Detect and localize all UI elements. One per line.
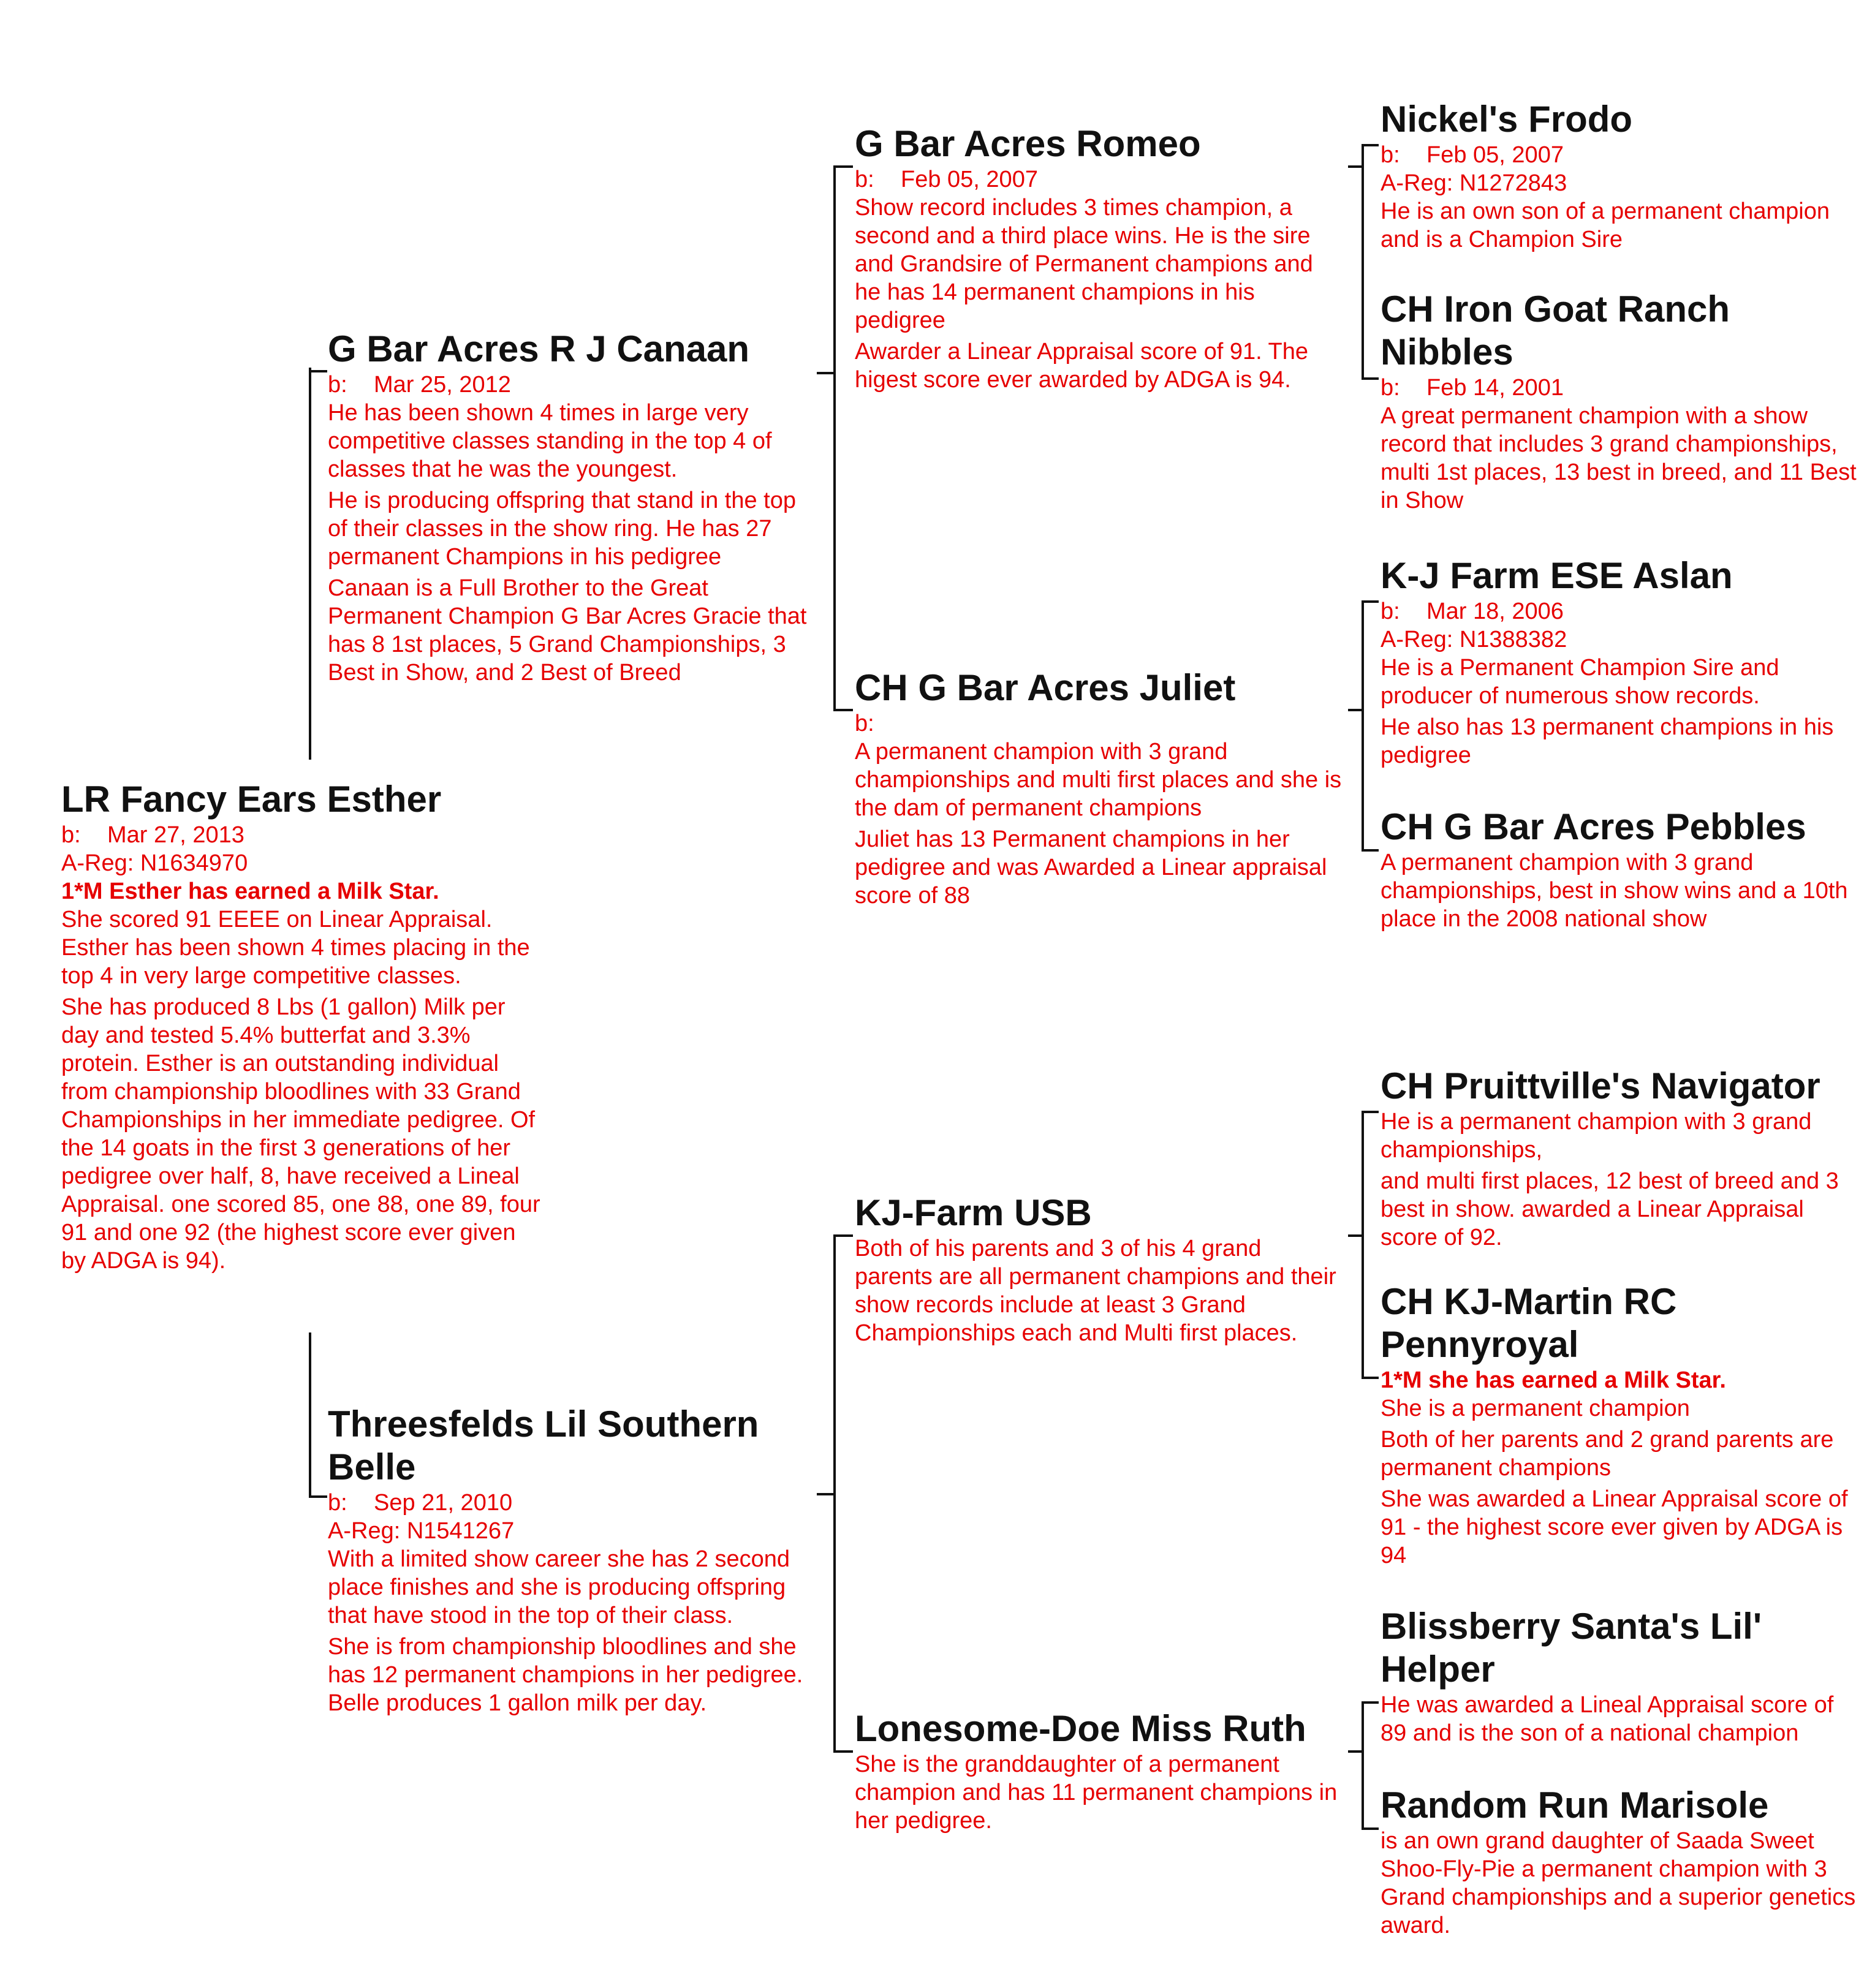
pedigree-node-great-grandparent-3 [1381, 554, 1858, 773]
note-paragraph: She is the granddaughter of a permanent champion and has 11 permanent champions in her pedigree. [855, 1752, 1338, 1834]
pedigree-node-dam-dam [855, 1707, 1345, 1838]
note-paragraph: He is a Permanent Champion Sire and producer of numerous show records. [1381, 655, 1779, 709]
animal-name: CH G Bar Acres Juliet [855, 667, 1236, 708]
animal-name: K-J Farm ESE Aslan [1381, 555, 1733, 596]
connector-line [1362, 600, 1379, 603]
pedigree-node-great-grandparent-5 [1381, 1065, 1858, 1255]
connector-line [1362, 849, 1379, 852]
animal-name: G Bar Acres Romeo [855, 123, 1201, 164]
animal-details [1381, 1108, 1858, 1252]
pedigree-node-great-grandparent-6 [1381, 1280, 1858, 1573]
animal-name: CH Pruittville's Navigator [1381, 1065, 1820, 1106]
note-paragraph: He is a permanent champion with 3 grand championships, [1381, 1109, 1812, 1163]
note-paragraph: Juliet has 13 Permanent champions in her pedigree and was Awarded a Linear appraisal score of 88 [855, 826, 1327, 909]
animal-name: Threesfelds Lil Southern Belle [328, 1404, 759, 1487]
animal-name: CH KJ-Martin RC Pennyroyal [1381, 1281, 1677, 1365]
animal-details [1381, 1691, 1858, 1747]
note-paragraph: A permanent champion with 3 grand championships, best in show wins and a 10th place in the 2008 national show [1381, 850, 1848, 932]
note-paragraph: She was awarded a Linear Appraisal score of 91 - the highest score ever given by ADGA is 94 [1381, 1486, 1848, 1568]
animal-details [1381, 141, 1858, 254]
pedigree-node-dam [328, 1403, 818, 1720]
note-paragraph: With a limited show career she has 2 second place finishes and she is producing offspring that have stood in the top of their class. [328, 1546, 790, 1628]
connector-line [1362, 1111, 1364, 1379]
connector-line [1362, 144, 1364, 380]
note-paragraph: She is from championship bloodlines and she has 12 permanent champions in her pedigree. Belle produces 1 gallon milk per day. [328, 1634, 803, 1716]
note-paragraph: She has produced 8 Lbs (1 gallon) Milk per day and tested 5.4% butterfat and 3.3% protein. Esther is an outstanding individual from championship bloodlines with 33 Grand Championships in her immediate pedigree. Of the 14 goats in the first 3 generations of her pedigree over half, 8, have received a Lineal Appraisal. one scored 85, one 88, one 89, four 91 and one 92 (the highest score ever given by ADGA is 94). [61, 994, 540, 1274]
pedigree-node-great-grandparent-1 [1381, 98, 1858, 257]
connector-line [833, 165, 836, 711]
connector-line [309, 370, 327, 372]
note-paragraph: He also has 13 permanent champions in his pedigree [1381, 714, 1834, 768]
connector-line [309, 1332, 311, 1498]
connector-line [833, 165, 853, 168]
milk-star-note: 1*M Esther has earned a Milk Star. [61, 879, 439, 904]
pedigree-node-sire [328, 328, 818, 690]
animal-details [328, 371, 818, 687]
note-paragraph: Show record includes 3 times champion, a second and a third place wins. He is the sire and Grandsire of Permanent champions and he has 14 permanent champions in his pedigree [855, 195, 1313, 333]
pedigree-node-sire-dam [855, 667, 1345, 913]
birth-date: b: Mar 18, 2006 [1381, 599, 1564, 624]
animal-details [1381, 1366, 1858, 1570]
birth-date: b: Feb 14, 2001 [1381, 375, 1564, 401]
registration-number: A-Reg: N1388382 [1381, 627, 1567, 652]
connector-line [1362, 1377, 1379, 1379]
connector-line [1362, 1111, 1379, 1113]
note-paragraph: He is an own son of a permanent champion and is a Champion Sire [1381, 198, 1830, 252]
pedigree-node-great-grandparent-4 [1381, 806, 1858, 936]
birth-date: b: Mar 25, 2012 [328, 372, 511, 398]
animal-details [855, 165, 1345, 394]
animal-details [1381, 1827, 1858, 1940]
milk-star-note: 1*M she has earned a Milk Star. [1381, 1367, 1726, 1393]
animal-details [1381, 848, 1858, 933]
animal-name: Lonesome-Doe Miss Ruth [855, 1708, 1306, 1749]
animal-name: Nickel's Frodo [1381, 99, 1633, 140]
animal-name: LR Fancy Ears Esther [61, 779, 442, 820]
birth-date: b: Feb 05, 2007 [855, 167, 1038, 192]
note-paragraph: He is producing offspring that stand in the top of their classes in the show ring. He has 27 permanent Champions in his pedigree [328, 488, 797, 570]
connector-line [833, 709, 853, 711]
note-paragraph: A permanent champion with 3 grand championships and multi first places and she is the dam of permanent champions [855, 739, 1342, 821]
pedigree-node-great-grandparent-2 [1381, 288, 1858, 518]
registration-number: A-Reg: N1541267 [328, 1518, 515, 1544]
connector-line [1362, 1701, 1364, 1830]
connector-line [1362, 144, 1379, 146]
animal-name: Random Run Marisole [1381, 1785, 1769, 1826]
registration-number: A-Reg: N1272843 [1381, 170, 1567, 196]
connector-line [833, 1234, 853, 1237]
pedigree-node-subject [61, 778, 545, 1278]
connector-line [1362, 600, 1364, 852]
animal-details [855, 709, 1345, 910]
birth-date: b: Feb 05, 2007 [1381, 142, 1564, 168]
note-paragraph: is an own grand daughter of Saada Sweet Shoo-Fly-Pie a permanent champion with 3 Grand championships and a superior genetics award. [1381, 1828, 1856, 1938]
birth-date: b: [855, 711, 874, 736]
birth-date: b: Sep 21, 2010 [328, 1490, 513, 1516]
connector-line [1362, 377, 1379, 380]
connector-line [1362, 1701, 1379, 1704]
note-paragraph: and multi first places, 12 best of breed and 3 best in show. awarded a Linear Appraisal score of 92. [1381, 1168, 1839, 1250]
registration-number: A-Reg: N1634970 [61, 850, 248, 876]
animal-name: CH Iron Goat Ranch Nibbles [1381, 289, 1730, 372]
pedigree-node-dam-sire [855, 1192, 1345, 1350]
animal-name: CH G Bar Acres Pebbles [1381, 806, 1806, 847]
note-paragraph: Awarder a Linear Appraisal score of 91. The higest score ever awarded by ADGA is 94. [855, 339, 1309, 393]
connector-line [309, 368, 311, 760]
pedigree-node-great-grandparent-7 [1381, 1605, 1858, 1750]
note-paragraph: A great permanent champion with a show record that includes 3 grand championships, multi 1st places, 13 best in breed, and 11 Best in Show [1381, 403, 1857, 513]
note-paragraph: She is a permanent champion [1381, 1396, 1690, 1421]
birth-date: b: Mar 27, 2013 [61, 822, 244, 848]
animal-details [61, 821, 545, 1275]
animal-details [855, 1750, 1345, 1835]
note-paragraph: He was awarded a Lineal Appraisal score of 89 and is the son of a national champion [1381, 1692, 1834, 1746]
note-paragraph: Both of her parents and 2 grand parents are permanent champions [1381, 1427, 1834, 1481]
connector-line [1362, 1827, 1379, 1830]
note-paragraph: Both of his parents and 3 of his 4 grand parents are all permanent champions and their show records include at least 3 Grand Championships each and Multi first places. [855, 1236, 1336, 1346]
pedigree-node-great-grandparent-8 [1381, 1784, 1858, 1943]
animal-name: Blissberry Santa's Lil' Helper [1381, 1606, 1762, 1690]
connector-line [817, 1493, 835, 1495]
connector-line [833, 1750, 853, 1753]
note-paragraph: He has been shown 4 times in large very competitive classes standing in the top 4 of classes that he was the youngest. [328, 400, 772, 482]
animal-details [855, 1234, 1345, 1347]
note-paragraph: She scored 91 EEEE on Linear Appraisal. Esther has been shown 4 times placing in the top 4 in very large competitive classes. [61, 907, 530, 989]
note-paragraph: Canaan is a Full Brother to the Great Permanent Champion G Bar Acres Gracie that has 8 1st places, 5 Grand Championships, 3 Best in Show, and 2 Best of Breed [328, 575, 807, 686]
animal-name: KJ-Farm USB [855, 1192, 1092, 1233]
animal-name: G Bar Acres R J Canaan [328, 328, 750, 369]
animal-details [328, 1489, 818, 1717]
animal-details [1381, 374, 1858, 515]
connector-line [309, 1495, 327, 1498]
connector-line [817, 372, 835, 374]
animal-details [1381, 597, 1858, 769]
connector-line [833, 1234, 836, 1752]
pedigree-node-sire-sire [855, 123, 1345, 397]
